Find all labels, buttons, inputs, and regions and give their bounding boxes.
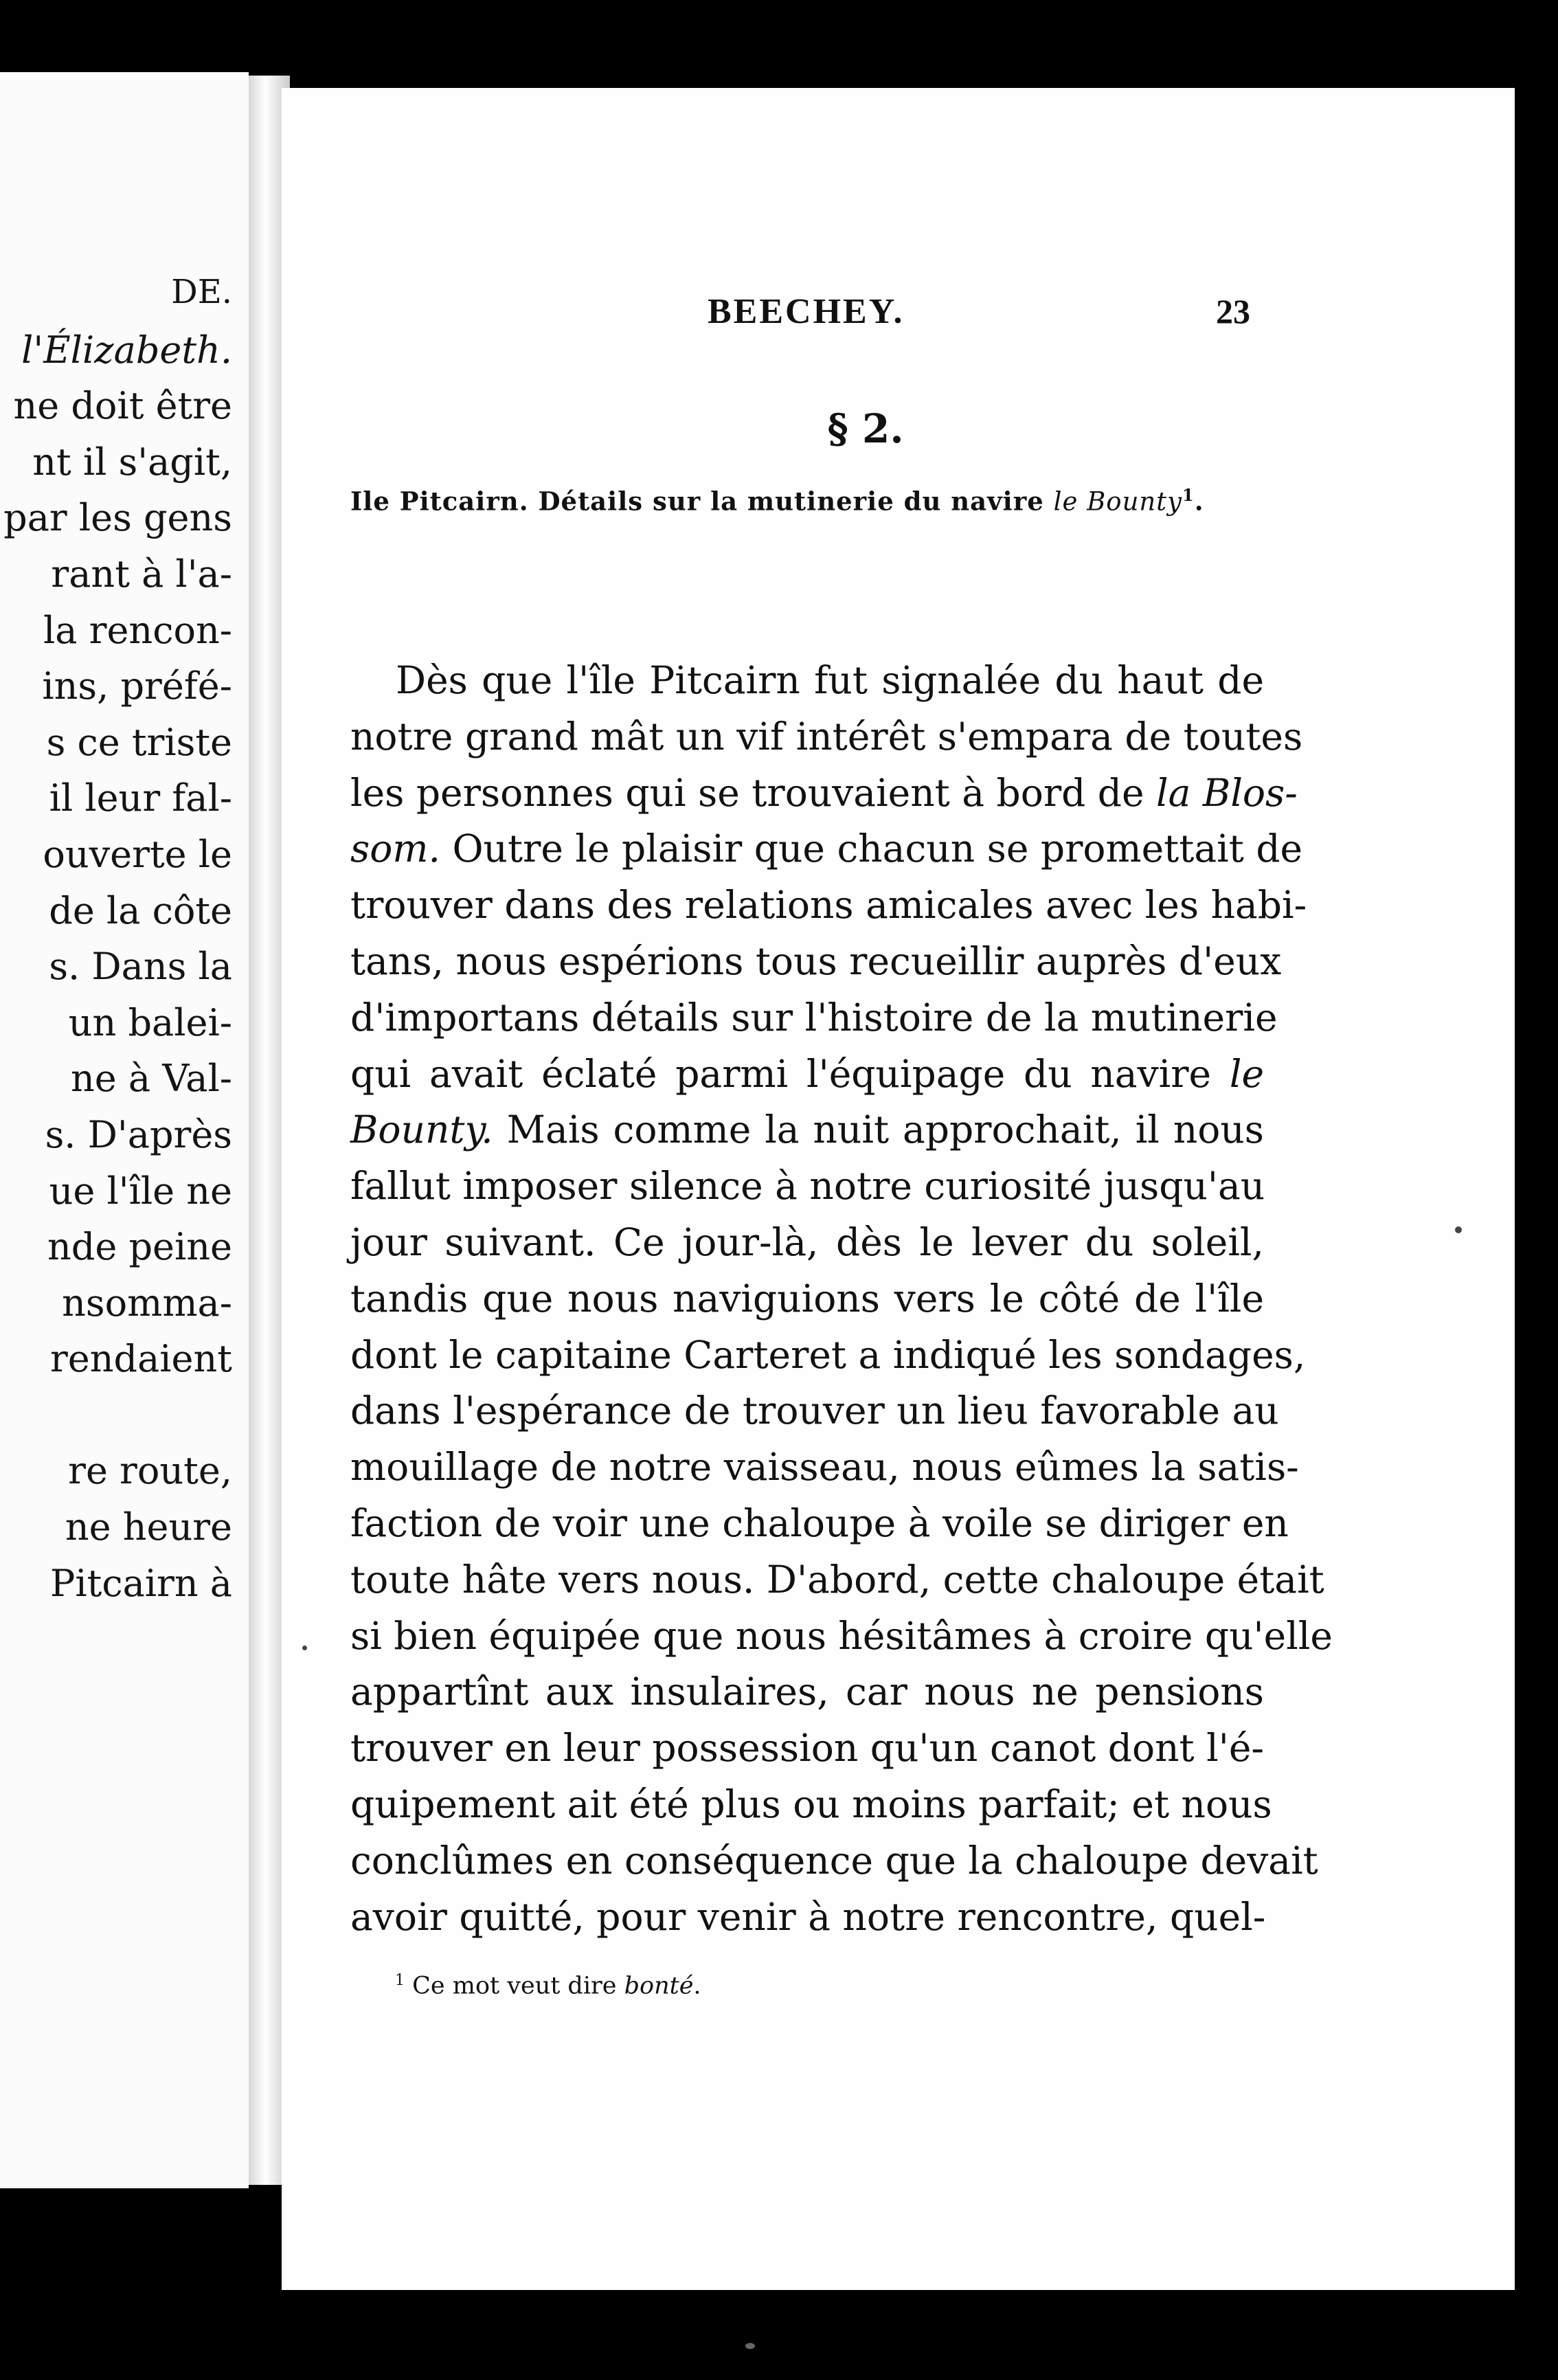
body-line: si bien équipée que nous hésitâmes à croire qu'elle	[350, 1613, 1333, 1658]
body-line: notre grand mât un vif intérêt s'empara de toutes	[350, 714, 1303, 759]
left-page-line: ne doit être	[13, 384, 232, 428]
body-line: dans l'espérance de trouver un lieu favorable au	[350, 1389, 1279, 1433]
left-page-line: rendaient	[49, 1337, 232, 1381]
left-page-text-column	[3, 265, 232, 1611]
dust-speck	[1455, 1226, 1462, 1233]
body-line: d'importans détails sur l'histoire de la mutinerie	[350, 995, 1278, 1040]
body-line: trouver en leur possession qu'un canot dont l'é-	[350, 1726, 1264, 1771]
left-page-line: Pitcairn à	[50, 1561, 232, 1605]
footnote-italic-word: bonté	[624, 1972, 694, 2000]
section-summary-text: Ile Pitcairn. Détails sur la mutinerie du navire	[350, 486, 1054, 517]
left-page-line: s. Dans la	[49, 945, 232, 989]
left-page-line: s. D'après	[45, 1112, 232, 1156]
dust-speck	[302, 1646, 307, 1650]
body-line: avoir quitté, pour venir à notre rencontre, quel-	[350, 1894, 1266, 1939]
page-number: 23	[1216, 292, 1250, 330]
body-line: jour suivant. Ce jour-là, dès le lever du soleil,	[350, 1220, 1264, 1264]
left-page-line: la rencon-	[43, 608, 232, 652]
section-heading: § 2.	[827, 405, 904, 452]
footnote-mark: 1	[395, 1972, 405, 1989]
footnote-text: Ce mot veut dire	[412, 1972, 624, 2000]
section-summary	[350, 485, 1298, 516]
left-page-line: de la côte	[49, 888, 232, 932]
left-page-line: il leur fal-	[49, 776, 232, 820]
left-page-line: par les gens	[3, 496, 232, 540]
body-line: tandis que nous naviguions vers le côté de l'île	[350, 1276, 1264, 1321]
body-line: tans, nous espérions tous recueillir auprès d'eux	[350, 939, 1282, 983]
left-page-line: DE.	[171, 273, 232, 311]
left-page-line	[3, 1387, 232, 1444]
body-line: toute hâte vers nous. D'abord, cette chaloupe était	[350, 1557, 1324, 1602]
left-page-line: nt il s'agit,	[32, 440, 232, 484]
left-page-line: re route,	[68, 1449, 232, 1493]
body-line: Bounty. Mais comme la nuit approchait, il nous	[350, 1108, 1264, 1152]
left-page-line: un balei-	[68, 1000, 232, 1044]
running-title: BEECHEY.	[708, 292, 905, 331]
left-page-line: ue l'île ne	[49, 1169, 232, 1213]
body-line: Dès que l'île Pitcairn fut signalée du haut de	[396, 658, 1264, 702]
section-summary-tail: .	[1194, 486, 1204, 517]
footnote-tail: .	[693, 1972, 701, 2000]
left-page-line: nde peine	[47, 1225, 232, 1269]
body-line: fallut imposer silence à notre curiosité jusqu'au	[350, 1164, 1265, 1209]
left-page-line: ins, préfé-	[42, 664, 232, 708]
body-line: appartînt aux insulaires, car nous ne pensions	[350, 1670, 1264, 1714]
left-page-line: ne heure	[65, 1505, 232, 1549]
body-line: les personnes qui se trouvaient à bord de la Blos-	[350, 770, 1298, 815]
left-page-line: ne à Val-	[70, 1057, 232, 1101]
footnote-reference: 1	[1182, 485, 1195, 505]
body-line: som. Outre le plaisir que chacun se promettait de	[350, 827, 1303, 871]
section-summary-ship-name: le Bounty	[1053, 486, 1183, 517]
left-page-line: nsomma-	[62, 1281, 232, 1325]
left-page-line: l'Élizabeth.	[21, 328, 232, 372]
body-line: qui avait éclaté parmi l'équipage du navire le	[350, 1051, 1264, 1096]
footnote	[395, 1972, 701, 2000]
body-paragraph	[350, 653, 1333, 1945]
body-line: trouver dans des relations amicales avec les habi-	[350, 883, 1307, 928]
running-head	[282, 291, 1515, 339]
dust-speck	[745, 2343, 755, 2349]
left-page-line: s ce triste	[46, 720, 232, 764]
right-page	[282, 88, 1515, 2290]
body-line: quipement ait été plus ou moins parfait; et nous	[350, 1782, 1272, 1826]
body-line: faction de voir une chaloupe à voile se diriger en	[350, 1501, 1289, 1545]
body-line: dont le capitaine Carteret a indiqué les sondages,	[350, 1332, 1306, 1377]
body-line: mouillage de notre vaisseau, nous eûmes la satis-	[350, 1445, 1299, 1490]
left-page	[0, 72, 249, 2188]
left-page-line: ouverte le	[43, 832, 232, 876]
left-page-line: rant à l'a-	[51, 552, 232, 596]
body-line: conclûmes en conséquence que la chaloupe devait	[350, 1838, 1318, 1883]
